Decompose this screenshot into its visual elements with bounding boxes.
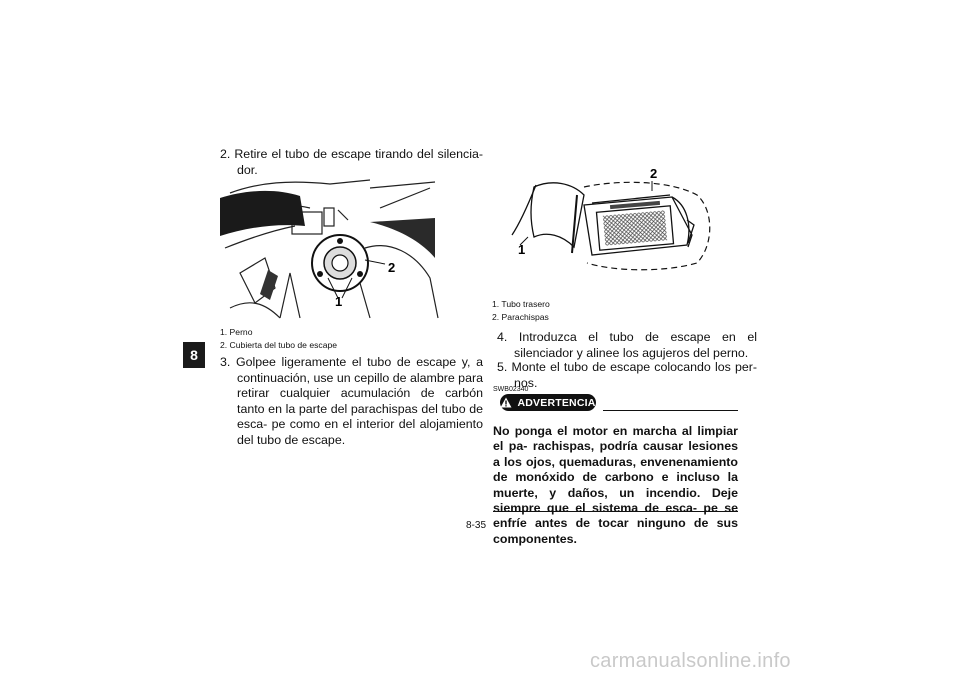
step-2-text: 2. Retire el tubo de escape tirando del silencia- dor. [220, 147, 483, 177]
figure-spark-arrester-drawing [492, 165, 722, 285]
figure2-callout-2: 2 [650, 166, 658, 181]
figure-exhaust-bolt-photo [220, 178, 468, 324]
caption-perno: 1. Perno [220, 327, 253, 337]
warning-bottom-rule [493, 511, 738, 512]
caption-tubo-trasero: 1. Tubo trasero [492, 299, 550, 309]
figure2-callout-1: 1 [518, 242, 526, 257]
step-3-text: 3. Golpee ligeramente el tubo de escape y, a continuación, use un cepillo de alambre para retirar cualquier acumulación de carbón tanto en la parte del parachispas del tubo de esca- pe como en el interior del alojamiento del tubo de escape. [220, 355, 483, 447]
figure1-captions [220, 326, 337, 351]
figure1-callout-2: 2 [388, 260, 396, 275]
warning-text: No ponga el motor en marcha al limpiar el pa- rachispas, podría causar lesiones a los ojos, quemaduras, envenenamiento de monóxido de carbono e incluso la muerte, y daños, un incendio. Deje siempre que el sistema de esca- pe se enfríe antes de tocar ninguno de sus componentes. [493, 424, 738, 546]
warning-header [493, 394, 738, 412]
warning-top-rule [603, 410, 738, 411]
warning-label: ADVERTENCIA [517, 396, 596, 409]
figure1-callout-1: 1 [335, 294, 343, 309]
warning-triangle-icon [500, 397, 512, 408]
warning-code: SWB02340 [493, 386, 529, 393]
page-number: 8-35 [466, 520, 487, 531]
caption-parachispas: 2. Parachispas [492, 311, 549, 322]
step-5-text: 5. Monte el tubo de escape colocando los per- nos. [497, 360, 757, 390]
caption-cubierta: 2. Cubierta del tubo de escape [220, 339, 338, 350]
step-4-text: 4. Introduzca el tubo de escape en el silenciador y alinee los agujeros del perno. [497, 330, 757, 360]
figure2-captions [492, 298, 550, 323]
watermark: carmanualsonline.info [590, 650, 791, 672]
chapter-tab: 8 [183, 342, 205, 368]
warning-badge [500, 394, 596, 411]
